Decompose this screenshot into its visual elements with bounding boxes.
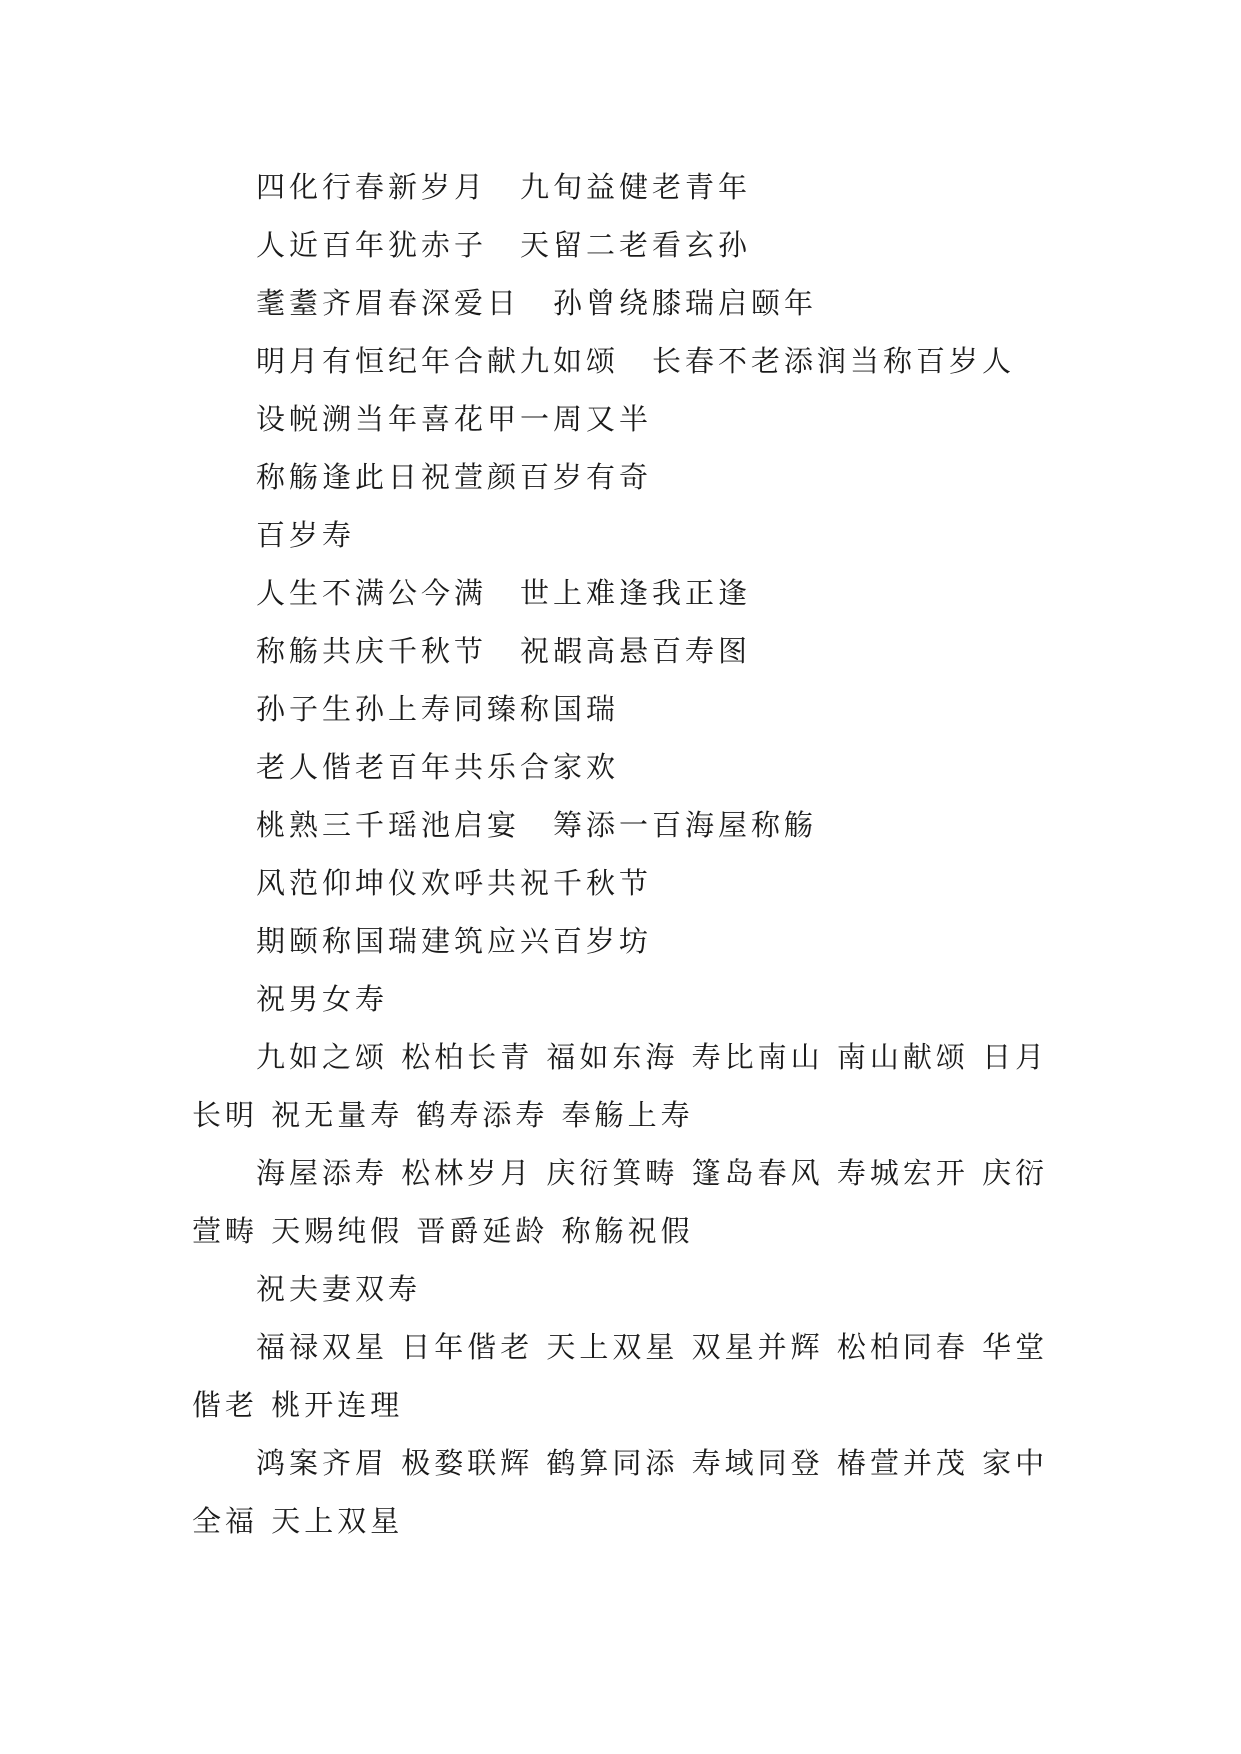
text-paragraph: 九如之颂 松柏长青 福如东海 寿比南山 南山献颂 日月长明 祝无量寿 鹤寿添寿 奉觞上寿: [192, 1040, 1049, 1132]
text-line: 人近百年犹赤子 天留二老看玄孙: [256, 228, 752, 262]
section-heading: 祝男女寿: [256, 982, 389, 1016]
text-line: 四化行春新岁月 九旬益健老青年: [256, 170, 752, 204]
text-line: 耄耋齐眉春深爱日 孙曾绕膝瑞启颐年: [256, 286, 818, 320]
text-line: 设帨溯当年喜花甲一周又半: [256, 402, 653, 436]
text-line: 明月有恒纪年合献九如颂 长春不老添润当称百岁人: [256, 344, 1016, 378]
section-heading: 祝夫妻双寿: [256, 1272, 422, 1306]
text-line: 称觞共庆千秋节 祝嘏高悬百寿图: [256, 634, 752, 668]
text-paragraph: 福禄双星 日年偕老 天上双星 双星并辉 松柏同春 华堂偕老 桃开连理: [192, 1330, 1049, 1422]
text-line: 老人偕老百年共乐合家欢: [256, 750, 620, 784]
text-line: 称觞逢此日祝萱颜百岁有奇: [256, 460, 653, 494]
text-line: 风范仰坤仪欢呼共祝千秋节: [256, 866, 653, 900]
text-line: 人生不满公今满 世上难逢我正逢: [256, 576, 752, 610]
section-heading: 百岁寿: [256, 518, 356, 552]
document-body: [192, 158, 1058, 1550]
text-line: 桃熟三千瑶池启宴 筹添一百海屋称觞: [256, 808, 818, 842]
text-paragraph: 海屋添寿 松林岁月 庆衍箕畴 篷岛春风 寿城宏开 庆衍萱畴 天赐纯假 晋爵延龄 称觞祝假: [192, 1156, 1049, 1248]
text-line: 孙子生孙上寿同臻称国瑞: [256, 692, 620, 726]
text-line: 期颐称国瑞建筑应兴百岁坊: [256, 924, 653, 958]
text-paragraph: 鸿案齐眉 极婺联辉 鹤算同添 寿域同登 椿萱并茂 家中全福 天上双星: [192, 1446, 1049, 1538]
